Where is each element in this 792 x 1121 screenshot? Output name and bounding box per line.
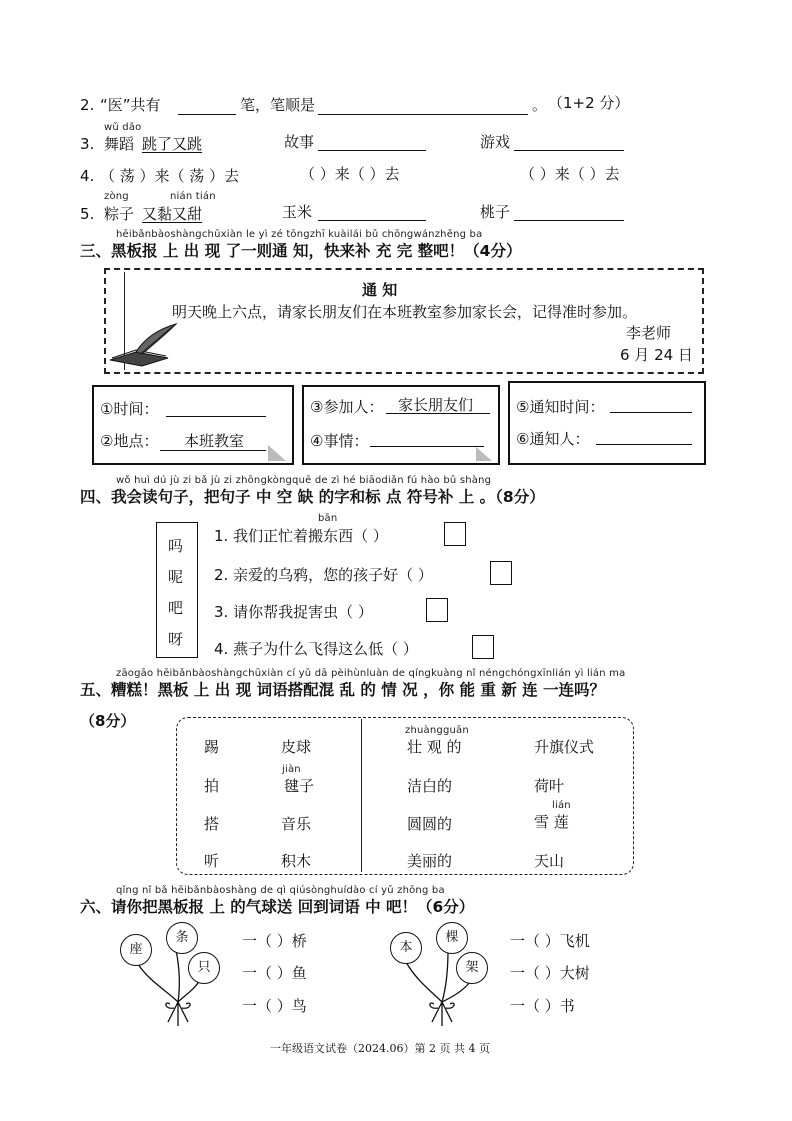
- s4-punct-box-2[interactable]: [490, 561, 512, 585]
- q5-word: 粽子: [104, 205, 135, 223]
- q2-score: （1+2 分）: [548, 94, 630, 112]
- q3-word: 舞蹈: [104, 135, 135, 153]
- s6-title: 六、请你把黑板报 上 的气球送 回到词语 中 吧！（6分）: [80, 898, 475, 916]
- s5-verb-2[interactable]: 拍: [204, 777, 220, 795]
- card-fold-corner-1: [268, 445, 286, 461]
- q5-number: 5.: [80, 205, 95, 223]
- field-place-label: ②地点：: [100, 432, 159, 450]
- s4-punct-box-1[interactable]: [444, 522, 466, 546]
- s5-score: （8分）: [80, 712, 136, 730]
- field-notice-time-label: ⑤通知时间：: [516, 398, 605, 416]
- notice-signer: 李老师: [626, 324, 672, 342]
- s5-adj-4[interactable]: 美丽的: [407, 852, 453, 870]
- s6-item-left-2[interactable]: 一（ ）鱼: [242, 964, 307, 982]
- field-place-blank[interactable]: [160, 450, 266, 451]
- q2-text-part2: 笔，笔顺是: [240, 96, 316, 114]
- s5-verb-1[interactable]: 踢: [204, 738, 220, 756]
- q5-item-peach: 桃子: [480, 203, 511, 221]
- q2-text-part1: “医”共有: [100, 96, 161, 114]
- s6-item-left-1[interactable]: 一（ ）桥: [242, 932, 307, 950]
- s5-obj-3[interactable]: 雪 莲: [534, 813, 569, 831]
- s5-noun-1[interactable]: 皮球: [281, 738, 312, 756]
- s5-noun-4[interactable]: 积木: [281, 852, 312, 870]
- field-participants-blank[interactable]: [386, 413, 490, 414]
- s5-noun-3[interactable]: 音乐: [281, 815, 312, 833]
- q2-blank-stroke-order[interactable]: [318, 114, 528, 115]
- balloon-right-3[interactable]: 架: [456, 952, 488, 984]
- notice-board-inner: [124, 272, 697, 370]
- s4-sentence-3[interactable]: 3. 请你帮我捉害虫（ ）: [214, 603, 373, 621]
- q5-pinyin-2: nián tián: [170, 191, 216, 202]
- q3-blank-story[interactable]: [318, 150, 426, 151]
- s6-item-left-3[interactable]: 一（ ）鸟: [242, 997, 307, 1015]
- s5-verb-4[interactable]: 听: [204, 852, 220, 870]
- s3-pinyin: hēibǎnbàoshàngchūxiàn le yì zé tōngzhī kuàilái bǔ chōngwánzhěng ba: [116, 229, 483, 240]
- s4-punct-box-4[interactable]: [472, 635, 494, 659]
- balloon-right-1[interactable]: 本: [390, 932, 422, 964]
- s6-pinyin: qǐng nǐ bǎ hēibǎnbàoshàng de qì qiúsònghuídào cí yǔ zhōng ba: [116, 885, 445, 896]
- card-fold-corner-2: [476, 447, 492, 461]
- field-notice-time-blank[interactable]: [610, 412, 692, 413]
- field-notifier-blank[interactable]: [596, 444, 692, 445]
- field-time-blank[interactable]: [166, 416, 266, 417]
- q3-item-game: 游戏: [480, 133, 511, 151]
- field-notifier-label: ⑥通知人：: [516, 430, 590, 448]
- notice-card-time-place: [92, 385, 294, 465]
- q5-blank-corn[interactable]: [318, 220, 426, 221]
- notice-card-notice-info: [508, 381, 706, 465]
- s5-title: 五、糟糕！黑板 上 出 现 词语搭配混 乱 的 情 况 ，你 能 重 新 连 一连吗？: [80, 681, 606, 699]
- q5-item-corn: 玉米: [282, 203, 313, 221]
- field-participants-answer: 家长朋友们: [398, 396, 474, 414]
- q2-blank-stroke-count[interactable]: [178, 114, 236, 115]
- q4-number: 4.: [80, 167, 95, 185]
- s6-item-right-3[interactable]: 一（ ）书: [510, 997, 575, 1015]
- balloon-left-1[interactable]: 座: [120, 934, 152, 966]
- s4-char-4: 呀: [168, 630, 184, 648]
- s5-lian-pinyin: lián: [552, 800, 571, 811]
- s5-adj-1[interactable]: 壮 观 的: [407, 738, 462, 756]
- q3-number: 3.: [80, 135, 95, 153]
- s5-pinyin: zāogāo hēibǎnbàoshàngchūxiàn cí yǔ dā pèihùnluàn de qíngkuàng nǐ néngchóngxīnlián yì lián ma: [116, 668, 626, 679]
- s5-obj-1[interactable]: 升旗仪式: [534, 738, 595, 756]
- q4-item-3[interactable]: （ ）来（ ）去: [520, 165, 620, 183]
- q4-example: （ 荡 ）来（ 荡 ）去: [100, 167, 240, 185]
- field-event-blank[interactable]: [370, 446, 484, 447]
- q3-item-story: 故事: [284, 133, 315, 151]
- q3-pinyin: wǔ dǎo: [104, 122, 142, 133]
- s5-verb-3[interactable]: 搭: [204, 815, 220, 833]
- s4-sentence-4[interactable]: 4. 燕子为什么飞得这么低（ ）: [214, 640, 418, 658]
- q5-example: 又黏又甜: [142, 205, 203, 223]
- s4-char-1: 吗: [168, 537, 184, 555]
- balloon-left-3[interactable]: 只: [188, 952, 220, 984]
- page-footer: 一年级语文试卷（2024.06）第 2 页 共 4 页: [270, 1042, 490, 1055]
- q3-blank-game[interactable]: [514, 150, 624, 151]
- q4-item-2[interactable]: （ ）来（ ）去: [300, 165, 400, 183]
- s4-sentence-1[interactable]: 1. 我们正忙着搬东西（ ）: [214, 527, 388, 545]
- s5-board-divider: [361, 719, 362, 872]
- s4-punct-box-3[interactable]: [426, 598, 448, 622]
- s5-noun-2[interactable]: 毽子: [284, 777, 315, 795]
- q5-pinyin-1: zòng: [104, 191, 129, 202]
- s4-ban-pinyin: bān: [318, 513, 338, 524]
- q5-blank-peach[interactable]: [514, 220, 624, 221]
- field-event-label: ④事情：: [310, 432, 369, 450]
- s4-char-2: 呢: [168, 568, 184, 586]
- field-time-label: ①时间：: [100, 400, 159, 418]
- s3-title: 三、黑板报 上 出 现 了一则通 知，快来补 充 完 整吧！（4分）: [80, 242, 522, 260]
- field-place-answer: 本班教室: [184, 432, 245, 450]
- q3-example: 跳了又跳: [142, 135, 203, 153]
- notice-title: 通 知: [362, 281, 398, 299]
- s4-title: 四、我会读句子，把句子 中 空 缺 的字和标 点 符号补 上 。（8分）: [80, 488, 545, 506]
- s5-adj-2[interactable]: 洁白的: [407, 777, 453, 795]
- s6-item-right-2[interactable]: 一（ ）大树: [510, 964, 590, 982]
- book-quill-illustration: [106, 322, 180, 368]
- field-participants-label: ③参加人：: [310, 398, 384, 416]
- q2-number: 2.: [80, 96, 95, 114]
- s4-sentence-2[interactable]: 2. 亲爱的乌鸦，您的孩子好（ ）: [214, 566, 433, 584]
- balloon-left-2[interactable]: 条: [166, 922, 198, 954]
- s6-item-right-1[interactable]: 一（ ）飞机: [510, 932, 590, 950]
- s4-char-3: 吧: [168, 599, 184, 617]
- s5-adj-3[interactable]: 圆圆的: [407, 815, 453, 833]
- notice-body: 明天晚上六点，请家长朋友们在本班教室参加家长会，记得准时参加。: [172, 303, 638, 321]
- s5-zhuangguan-pinyin: zhuàngguān: [405, 725, 469, 736]
- s5-obj-2[interactable]: 荷叶: [534, 777, 565, 795]
- s5-jian-pinyin: jiàn: [282, 764, 301, 775]
- s5-obj-4[interactable]: 天山: [534, 852, 565, 870]
- notice-date: 6 月 24 日: [620, 346, 693, 364]
- balloon-right-2[interactable]: 棵: [436, 922, 468, 954]
- q2-text-part3: 。: [532, 96, 548, 114]
- s4-pinyin: wǒ huì dú jù zi bǎ jù zi zhōngkòngquē de zì hé biāodiǎn fú hào bǔ shàng: [116, 475, 492, 486]
